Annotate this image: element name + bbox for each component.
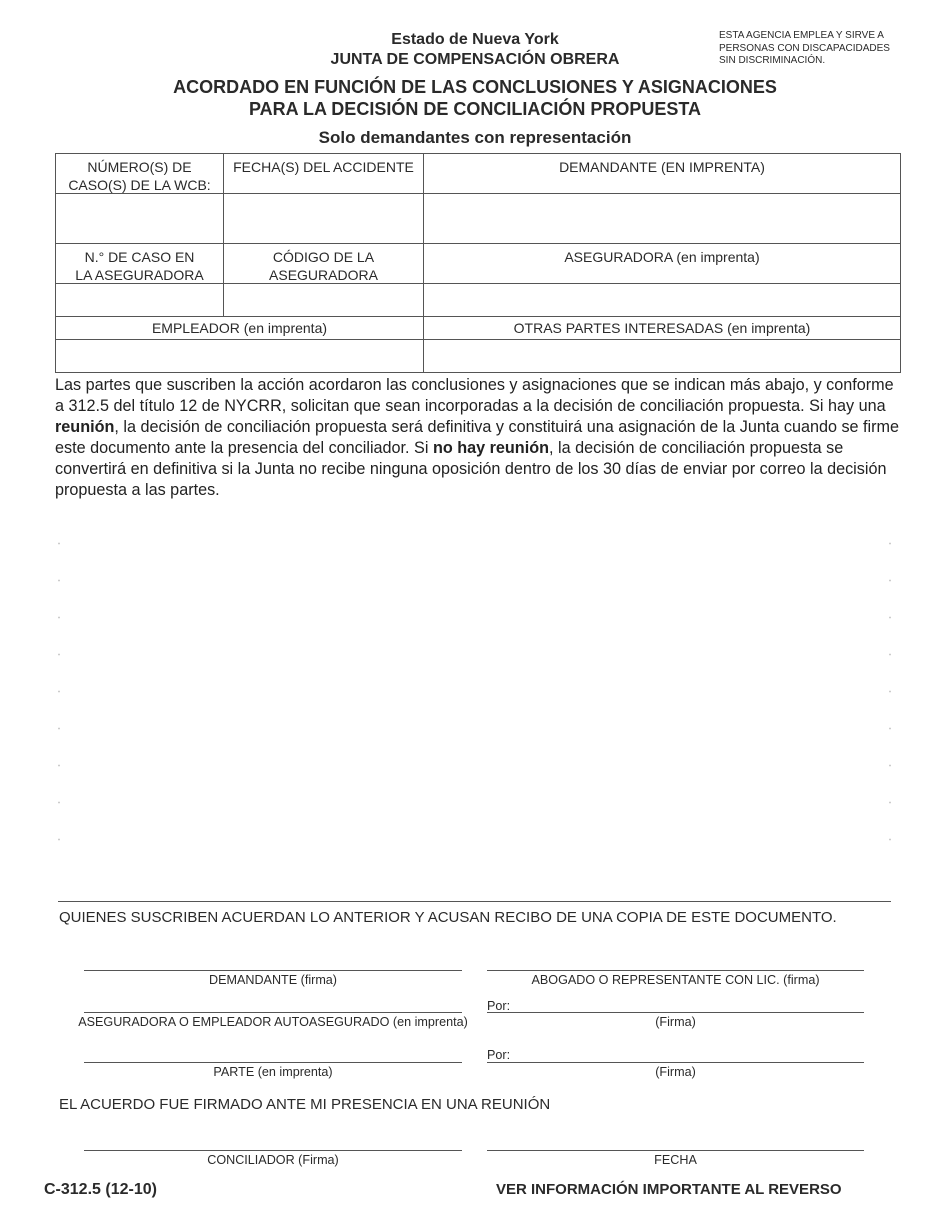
board-name: JUNTA DE COMPENSACIÓN OBRERA	[330, 51, 620, 68]
attorney-signature-label: ABOGADO O REPRESENTANTE CON LIC. (firma)	[531, 973, 820, 987]
wcb-case-header: NÚMERO(S) DE CASO(S) DE LA WCB:	[56, 154, 224, 194]
por-signature-line-2[interactable]	[487, 1062, 864, 1063]
other-parties-header: OTRAS PARTES INTERESADAS (en imprenta)	[424, 317, 900, 340]
other-parties-field[interactable]	[424, 340, 900, 372]
date-label: FECHA	[654, 1153, 697, 1167]
wcb-case-field[interactable]	[56, 194, 224, 244]
intro-paragraph: Las partes que suscriben la acción acordaron las conclusiones y asignaciones que se indican más abajo, y conforme a 312.5 del título 12 de NYCRR, solicitan que sean incorporadas a la decisión de conciliación propuesta. Si hay una reunión, la decisión de conciliación propuesta será definitiva y constituirá una asignación de la Junta cuando se firme este documento ante la presencia del conciliador. Si no hay reunión, la decisión de conciliación propuesta se convertirá en definitiva si la Junta no recibe ninguna oposición dentro de los 30 días de enviar por correo la decisión propuesta a las partes.	[55, 376, 900, 499]
agreement-statement: QUIENES SUSCRIBEN ACUERDAN LO ANTERIOR Y ACUSAN RECIBO DE UNA COPIA DE ESTE DOCUMENTO.	[59, 909, 837, 926]
employer-header: EMPLEADOR (en imprenta)	[56, 317, 424, 340]
date-line[interactable]	[487, 1150, 864, 1151]
right-margin-dots	[888, 525, 892, 875]
carrier-code-header: CÓDIGO DE LA ASEGURADORA	[224, 244, 424, 284]
por-label-1: Por:	[487, 999, 511, 1013]
claimant-header: DEMANDANTE (EN IMPRENTA)	[424, 154, 900, 194]
claimant-field[interactable]	[424, 194, 900, 244]
party-print-line[interactable]	[84, 1062, 462, 1063]
carrier-case-header: N.° DE CASO EN LA ASEGURADORA	[56, 244, 224, 284]
nondiscrimination-notice: ESTA AGENCIA EMPLEA Y SIRVE A PERSONAS CON DISCAPACIDADES SIN DISCRIMINACIÓN.	[719, 30, 890, 66]
left-margin-dots	[57, 525, 61, 875]
accident-date-field[interactable]	[224, 194, 424, 244]
findings-area[interactable]	[55, 510, 895, 890]
carrier-field[interactable]	[424, 284, 900, 317]
por-signature-line-1[interactable]	[487, 1012, 864, 1013]
carrier-print-label: ASEGURADORA O EMPLEADOR AUTOASEGURADO (en imprenta)	[78, 1015, 468, 1029]
claimant-signature-label: DEMANDANTE (firma)	[208, 973, 338, 987]
conciliator-signature-line[interactable]	[84, 1150, 462, 1151]
section-divider	[58, 901, 891, 902]
carrier-code-field[interactable]	[224, 284, 424, 317]
firma-label-1: (Firma)	[655, 1015, 696, 1029]
case-info-grid	[55, 153, 901, 373]
attorney-signature-line[interactable]	[487, 970, 864, 971]
state-name: Estado de Nueva York	[391, 31, 559, 48]
carrier-print-line[interactable]	[84, 1012, 462, 1013]
conciliator-signature-label: CONCILIADOR (Firma)	[207, 1153, 339, 1167]
see-reverse-notice: VER INFORMACIÓN IMPORTANTE AL REVERSO	[496, 1181, 842, 1198]
party-print-label: PARTE (en imprenta)	[213, 1065, 333, 1079]
carrier-case-field[interactable]	[56, 284, 224, 317]
accident-date-header: FECHA(S) DEL ACCIDENTE	[224, 154, 424, 194]
employer-field[interactable]	[56, 340, 424, 372]
signed-statement: EL ACUERDO FUE FIRMADO ANTE MI PRESENCIA EN UNA REUNIÓN	[59, 1096, 551, 1113]
form-title-line2: PARA LA DECISIÓN DE CONCILIACIÓN PROPUESTA	[248, 99, 702, 119]
firma-label-2: (Firma)	[655, 1065, 696, 1079]
carrier-header: ASEGURADORA (en imprenta)	[424, 244, 900, 284]
form-title-line1: ACORDADO EN FUNCIÓN DE LAS CONCLUSIONES Y ASIGNACIONES	[173, 77, 777, 97]
por-label-2: Por:	[487, 1048, 511, 1062]
claimant-signature-line[interactable]	[84, 970, 462, 971]
form-subtitle: Solo demandantes con representación	[318, 128, 632, 147]
form-code: C-312.5 (12-10)	[44, 1181, 157, 1198]
